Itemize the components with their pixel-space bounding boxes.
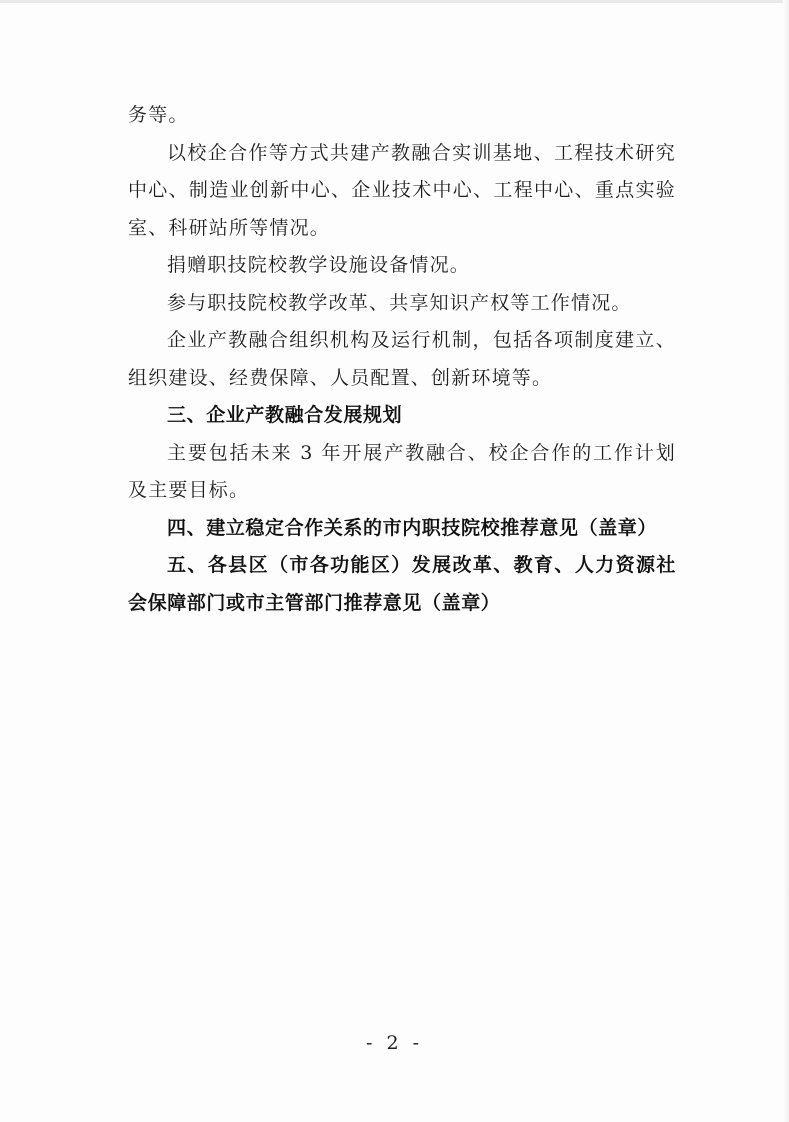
heading-section-4: 四、建立稳定合作关系的市内职技院校推荐意见（盖章） <box>167 516 658 539</box>
paragraph-joint-platforms: 以校企合作等方式共建产教融合实训基地、工程技术研究中心、制造业创新中心、企业技术中心、工程中心、重点实验室、科研站所等情况。 <box>128 141 676 239</box>
paragraph-plan: 主要包括未来 3 年开展产教融合、校企合作的工作计划及主要目标。 <box>128 441 676 501</box>
heading-section-3: 三、企业产教融合发展规划 <box>167 404 403 426</box>
paragraph-donations: 捐赠职技院校教学设施设备情况。 <box>167 254 471 276</box>
scan-edge-right <box>783 0 789 1122</box>
paragraph-organization: 企业产教融合组织机构及运行机制，包括各项制度建立、组织建设、经费保障、人员配置、创新环境等。 <box>128 329 676 389</box>
page-number: - 2 - <box>365 1032 423 1054</box>
paragraph-continuation: 务等。 <box>128 104 189 126</box>
document-body <box>128 97 676 622</box>
heading-section-5: 五、各县区（市各功能区）发展改革、教育、人力资源社会保障部门或市主管部门推荐意见（盖章） <box>128 554 676 614</box>
paragraph-teaching-reform: 参与职技院校教学改革、共享知识产权等工作情况。 <box>167 291 632 314</box>
scan-edge-top <box>0 0 789 3</box>
